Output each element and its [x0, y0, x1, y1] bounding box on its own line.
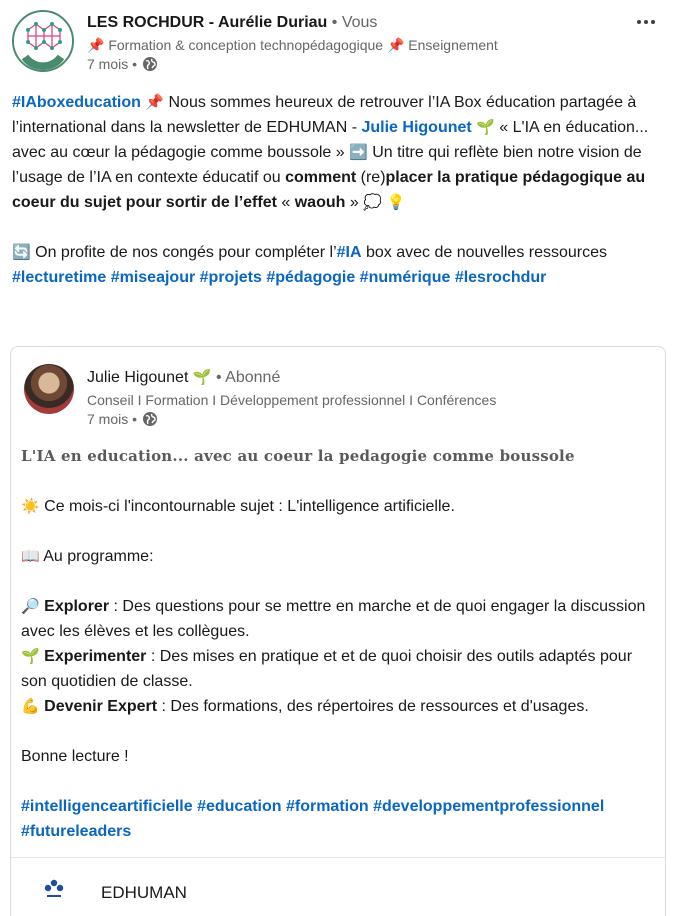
author-line: [87, 13, 377, 33]
refresh-emoji: 🔄: [12, 243, 31, 261]
sprout-emoji: 🌱: [21, 647, 40, 665]
magnifier-emoji: 🔎: [21, 597, 40, 615]
author-logo[interactable]: [12, 10, 74, 72]
text-span: « L'IA en éducation... avec au cœur la pédagogie comme boussole »: [12, 119, 649, 161]
globe-icon: [142, 411, 158, 427]
text-span: «: [276, 194, 295, 211]
paragraph-spacer: [21, 519, 651, 544]
post-header: [12, 8, 662, 78]
text-span: Un titre qui reflète bien notre vision de l’usage de l’IA en contexte éducatif ou: [12, 144, 642, 186]
mention-julie-higounet[interactable]: Julie Higounet: [361, 119, 472, 136]
text-span: (re): [356, 169, 386, 186]
globe-icon: [142, 56, 158, 72]
network-logo-icon: [14, 12, 72, 70]
shared-author-headline: Conseil I Formation I Développement professionnel I Conférences: [87, 392, 497, 408]
paragraph-spacer: [21, 769, 651, 794]
line-month: [21, 494, 651, 519]
hashtag-list[interactable]: #lecturetime #miseajour #projets #pédagogie #numérique #lesrochdur: [12, 269, 547, 286]
shared-author-line: [87, 366, 280, 389]
shared-post-card[interactable]: [10, 346, 666, 916]
pin-emoji: 📌: [145, 93, 165, 111]
line-experiment: [21, 644, 651, 694]
more-options-button[interactable]: [630, 8, 662, 36]
text-span: Ce mois-ci l'incontournable sujet : L'intelligence artificielle.: [39, 498, 455, 515]
post-meta: [87, 55, 158, 73]
text-span: »: [345, 194, 364, 211]
paragraph-spacer: [21, 569, 651, 594]
muscle-emoji: 💪: [21, 697, 40, 715]
post-body: [12, 90, 652, 290]
bold-span: comment: [285, 169, 357, 186]
author-name[interactable]: LES ROCHDUR - Aurélie Duriau: [87, 14, 328, 31]
explore-label: Explorer: [44, 598, 110, 615]
hashtag-ia[interactable]: #IA: [336, 244, 362, 261]
card-divider: [11, 857, 666, 858]
closing-line: Bonne lecture !: [21, 748, 129, 765]
shared-post-meta: [87, 410, 158, 428]
more-horizontal-icon: [636, 19, 656, 25]
shared-author-name[interactable]: Julie Higounet: [87, 369, 189, 386]
shared-separator: •: [216, 369, 222, 386]
text-span: On profite de nos congés pour compléter l’: [30, 244, 337, 261]
text-span: : Des mises en pratique et et de quoi choisir des outils adaptés pour son quotidien de classe.: [21, 648, 633, 690]
line-expert: [21, 694, 651, 719]
paragraph-spacer: [21, 469, 651, 494]
book-emoji: 📖: [21, 547, 40, 565]
company-name[interactable]: EDHUMAN: [101, 883, 187, 902]
line-explore: [21, 594, 651, 644]
author-separator: •: [331, 14, 338, 31]
shared-hashtags[interactable]: #intelligenceartificielle #education #formation #developpementprofessionnel #futureleaders: [21, 798, 605, 840]
shared-post-title: L'IA en education... avec au coeur la pedagogie comme boussole: [21, 447, 575, 465]
bold-span: waouh: [294, 194, 346, 211]
author-headline: 📌 Formation & conception technopédagogique 📌 Enseignement: [87, 37, 498, 53]
seedling-emoji: 🌱: [192, 368, 212, 386]
edhuman-logo-icon[interactable]: [39, 877, 69, 903]
follow-status: Abonné: [225, 369, 281, 386]
paragraph-spacer: [12, 215, 652, 240]
sun-emoji: ☀️: [21, 497, 40, 515]
arrow-emoji: ➡️: [349, 143, 368, 161]
shared-post-body: [21, 444, 651, 844]
hashtag-iaboxeducation[interactable]: #IAboxeducation: [12, 94, 141, 111]
seedling-emoji: 🌱: [476, 118, 495, 136]
avatar[interactable]: [24, 364, 74, 414]
thought-bulb-emojis: 💭 💡: [363, 193, 406, 211]
shared-post-time: 7 mois •: [87, 411, 138, 427]
experiment-label: Experimenter: [44, 648, 147, 665]
line-program: [21, 544, 651, 569]
text-span: Nous sommes heureux de retrouver l’IA Box éducation partagée à l’international dans la newsletter de EDHUMAN -: [12, 94, 637, 136]
post-paragraph-1: [12, 90, 652, 215]
bold-span: placer la pratique pédagogique au coeur du sujet pour sortir de l’effet: [12, 169, 646, 211]
connection-degree: Vous: [341, 14, 378, 31]
expert-label: Devenir Expert: [44, 698, 158, 715]
post-time: 7 mois •: [87, 56, 138, 72]
text-span: : Des formations, des répertoires de ressources et d'usages.: [157, 698, 589, 715]
text-span: Au programme:: [39, 548, 154, 565]
text-span: : Des questions pour se mettre en marche et de quoi engager la discussion avec les élèves et les collègues.: [21, 598, 646, 640]
paragraph-spacer: [21, 719, 651, 744]
post-paragraph-2: [12, 240, 652, 290]
text-span: box avec de nouvelles ressources: [361, 244, 608, 261]
